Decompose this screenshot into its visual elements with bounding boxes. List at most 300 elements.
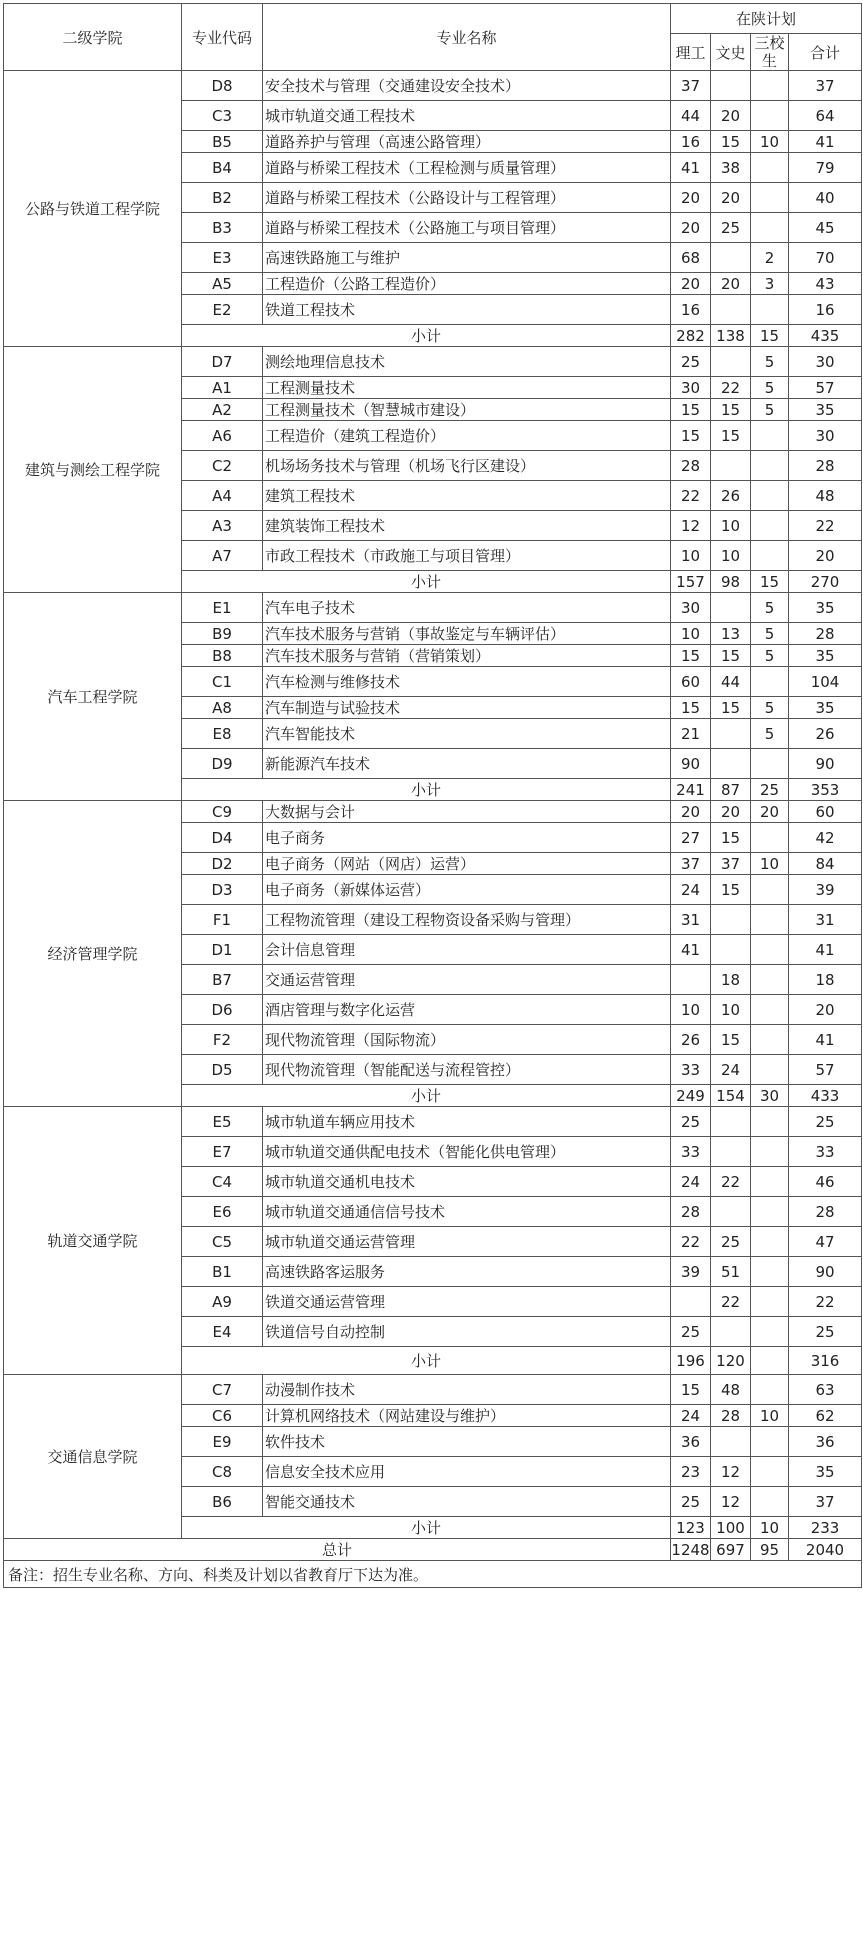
science-count: 15 <box>671 645 711 667</box>
liberal-count: 15 <box>711 399 751 421</box>
row-total: 48 <box>789 481 862 511</box>
science-count: 20 <box>671 801 711 823</box>
major-code: A4 <box>182 481 263 511</box>
science-count: 15 <box>671 421 711 451</box>
three-school-count <box>751 101 789 131</box>
three-school-count: 5 <box>751 697 789 719</box>
major-name: 汽车制造与试验技术 <box>263 697 671 719</box>
major-code: C5 <box>182 1227 263 1257</box>
subtotal-label: 小计 <box>182 571 671 593</box>
three-school-count: 10 <box>751 853 789 875</box>
row-total: 39 <box>789 875 862 905</box>
three-school-count <box>751 153 789 183</box>
major-name: 现代物流管理（智能配送与流程管控） <box>263 1055 671 1085</box>
science-count: 24 <box>671 1405 711 1427</box>
three-school-count <box>751 451 789 481</box>
liberal-count <box>711 1107 751 1137</box>
table-body <box>4 71 862 1588</box>
subtotal-total: 433 <box>789 1085 862 1107</box>
major-name: 安全技术与管理（交通建设安全技术） <box>263 71 671 101</box>
major-name: 工程测量技术 <box>263 377 671 399</box>
row-total: 45 <box>789 213 862 243</box>
major-code: A6 <box>182 421 263 451</box>
major-code: A2 <box>182 399 263 421</box>
subtotal-liberal: 154 <box>711 1085 751 1107</box>
science-count: 36 <box>671 1427 711 1457</box>
major-name: 信息安全技术应用 <box>263 1457 671 1487</box>
liberal-count: 24 <box>711 1055 751 1085</box>
three-school-count <box>751 1457 789 1487</box>
major-name: 工程造价（公路工程造价） <box>263 273 671 295</box>
liberal-count: 25 <box>711 1227 751 1257</box>
liberal-count: 15 <box>711 421 751 451</box>
row-total: 33 <box>789 1137 862 1167</box>
row-total: 37 <box>789 1487 862 1517</box>
science-count: 39 <box>671 1257 711 1287</box>
major-code: A7 <box>182 541 263 571</box>
major-code: E4 <box>182 1317 263 1347</box>
major-name: 城市轨道交通供配电技术（智能化供电管理） <box>263 1137 671 1167</box>
major-code: C6 <box>182 1405 263 1427</box>
liberal-count: 48 <box>711 1375 751 1405</box>
major-code: B2 <box>182 183 263 213</box>
major-code: E6 <box>182 1197 263 1227</box>
row-total: 28 <box>789 451 862 481</box>
row-total: 63 <box>789 1375 862 1405</box>
science-count: 28 <box>671 451 711 481</box>
three-school-count: 10 <box>751 1405 789 1427</box>
science-count: 21 <box>671 719 711 749</box>
subtotal-label: 小计 <box>182 1347 671 1375</box>
row-total: 35 <box>789 1457 862 1487</box>
science-count: 41 <box>671 153 711 183</box>
three-school-count <box>751 1137 789 1167</box>
header-row-1 <box>4 4 862 34</box>
major-name: 高速铁路客运服务 <box>263 1257 671 1287</box>
science-count: 23 <box>671 1457 711 1487</box>
science-count: 20 <box>671 183 711 213</box>
liberal-count <box>711 749 751 779</box>
science-count: 25 <box>671 1317 711 1347</box>
row-total: 30 <box>789 347 862 377</box>
major-name: 新能源汽车技术 <box>263 749 671 779</box>
row-total: 40 <box>789 183 862 213</box>
major-name: 大数据与会计 <box>263 801 671 823</box>
header-code: 专业代码 <box>182 4 263 71</box>
liberal-count: 10 <box>711 541 751 571</box>
grand-total-liberal: 697 <box>711 1539 751 1561</box>
college-name: 交通信息学院 <box>4 1375 182 1539</box>
major-code: E5 <box>182 1107 263 1137</box>
subtotal-label: 小计 <box>182 1517 671 1539</box>
row-total: 41 <box>789 1025 862 1055</box>
liberal-count <box>711 1427 751 1457</box>
liberal-count <box>711 243 751 273</box>
three-school-count: 5 <box>751 399 789 421</box>
science-count <box>671 1287 711 1317</box>
major-name: 酒店管理与数字化运营 <box>263 995 671 1025</box>
row-total: 46 <box>789 1167 862 1197</box>
major-code: A8 <box>182 697 263 719</box>
major-name: 建筑装饰工程技术 <box>263 511 671 541</box>
liberal-count: 37 <box>711 853 751 875</box>
liberal-count: 15 <box>711 875 751 905</box>
three-school-count <box>751 421 789 451</box>
header-total: 合计 <box>789 34 862 71</box>
subtotal-three-school: 15 <box>751 325 789 347</box>
row-total: 22 <box>789 511 862 541</box>
footnote: 备注：招生专业名称、方向、科类及计划以省教育厅下达为准。 <box>4 1561 862 1588</box>
liberal-count <box>711 1137 751 1167</box>
liberal-count: 51 <box>711 1257 751 1287</box>
row-total: 35 <box>789 593 862 623</box>
major-name: 铁道交通运营管理 <box>263 1287 671 1317</box>
subtotal-science: 249 <box>671 1085 711 1107</box>
row-total: 35 <box>789 697 862 719</box>
subtotal-science: 157 <box>671 571 711 593</box>
row-total: 16 <box>789 295 862 325</box>
major-code: B9 <box>182 623 263 645</box>
subtotal-total: 270 <box>789 571 862 593</box>
row-total: 62 <box>789 1405 862 1427</box>
major-code: C7 <box>182 1375 263 1405</box>
three-school-count <box>751 667 789 697</box>
college-name: 轨道交通学院 <box>4 1107 182 1375</box>
liberal-count: 12 <box>711 1457 751 1487</box>
science-count: 44 <box>671 101 711 131</box>
college-name: 公路与铁道工程学院 <box>4 71 182 347</box>
row-total: 22 <box>789 1287 862 1317</box>
three-school-count <box>751 995 789 1025</box>
major-name: 高速铁路施工与维护 <box>263 243 671 273</box>
liberal-count: 22 <box>711 377 751 399</box>
three-school-count: 5 <box>751 623 789 645</box>
subtotal-liberal: 138 <box>711 325 751 347</box>
science-count: 12 <box>671 511 711 541</box>
major-name: 工程测量技术（智慧城市建设） <box>263 399 671 421</box>
major-name: 测绘地理信息技术 <box>263 347 671 377</box>
liberal-count: 18 <box>711 965 751 995</box>
three-school-count <box>751 1375 789 1405</box>
row-total: 104 <box>789 667 862 697</box>
row-total: 26 <box>789 719 862 749</box>
three-school-count <box>751 1257 789 1287</box>
liberal-count: 10 <box>711 511 751 541</box>
major-name: 城市轨道交通运营管理 <box>263 1227 671 1257</box>
row-total: 18 <box>789 965 862 995</box>
subtotal-science: 196 <box>671 1347 711 1375</box>
science-count: 10 <box>671 995 711 1025</box>
major-name: 电子商务（网站（网店）运营） <box>263 853 671 875</box>
three-school-count <box>751 1167 789 1197</box>
row-total: 84 <box>789 853 862 875</box>
science-count <box>671 965 711 995</box>
table-row <box>4 801 862 823</box>
major-code: E8 <box>182 719 263 749</box>
major-name: 汽车技术服务与营销（事故鉴定与车辆评估） <box>263 623 671 645</box>
three-school-count <box>751 183 789 213</box>
three-school-count <box>751 1287 789 1317</box>
college-name: 经济管理学院 <box>4 801 182 1107</box>
science-count: 25 <box>671 1107 711 1137</box>
major-code: C1 <box>182 667 263 697</box>
liberal-count: 26 <box>711 481 751 511</box>
row-total: 42 <box>789 823 862 853</box>
subtotal-total: 233 <box>789 1517 862 1539</box>
major-code: B1 <box>182 1257 263 1287</box>
row-total: 57 <box>789 1055 862 1085</box>
header-major: 专业名称 <box>263 4 671 71</box>
major-name: 城市轨道交通工程技术 <box>263 101 671 131</box>
liberal-count <box>711 719 751 749</box>
liberal-count: 22 <box>711 1167 751 1197</box>
row-total: 90 <box>789 749 862 779</box>
table-row <box>4 1375 862 1405</box>
note-row <box>4 1561 862 1588</box>
major-name: 电子商务 <box>263 823 671 853</box>
header-plan-group: 在陕计划 <box>671 4 862 34</box>
science-count: 27 <box>671 823 711 853</box>
subtotal-label: 小计 <box>182 1085 671 1107</box>
major-code: D4 <box>182 823 263 853</box>
major-name: 道路与桥梁工程技术（公路设计与工程管理） <box>263 183 671 213</box>
three-school-count <box>751 965 789 995</box>
table-row <box>4 71 862 101</box>
subtotal-science: 241 <box>671 779 711 801</box>
major-name: 电子商务（新媒体运营） <box>263 875 671 905</box>
liberal-count <box>711 1317 751 1347</box>
subtotal-liberal: 120 <box>711 1347 751 1375</box>
row-total: 30 <box>789 421 862 451</box>
row-total: 79 <box>789 153 862 183</box>
science-count: 15 <box>671 399 711 421</box>
major-code: C3 <box>182 101 263 131</box>
science-count: 10 <box>671 623 711 645</box>
major-name: 铁道信号自动控制 <box>263 1317 671 1347</box>
science-count: 22 <box>671 481 711 511</box>
science-count: 24 <box>671 1167 711 1197</box>
row-total: 25 <box>789 1317 862 1347</box>
major-name: 道路与桥梁工程技术（公路施工与项目管理） <box>263 213 671 243</box>
three-school-count <box>751 71 789 101</box>
row-total: 31 <box>789 905 862 935</box>
three-school-count <box>751 1197 789 1227</box>
major-name: 道路与桥梁工程技术（工程检测与质量管理） <box>263 153 671 183</box>
liberal-count: 10 <box>711 995 751 1025</box>
three-school-count: 5 <box>751 593 789 623</box>
major-code: C2 <box>182 451 263 481</box>
liberal-count <box>711 295 751 325</box>
subtotal-three-school: 15 <box>751 571 789 593</box>
row-total: 25 <box>789 1107 862 1137</box>
liberal-count: 13 <box>711 623 751 645</box>
three-school-count: 20 <box>751 801 789 823</box>
major-name: 汽车技术服务与营销（营销策划） <box>263 645 671 667</box>
science-count: 25 <box>671 1487 711 1517</box>
liberal-count: 20 <box>711 183 751 213</box>
science-count: 24 <box>671 875 711 905</box>
major-code: B5 <box>182 131 263 153</box>
three-school-count: 2 <box>751 243 789 273</box>
subtotal-liberal: 98 <box>711 571 751 593</box>
major-code: B7 <box>182 965 263 995</box>
subtotal-label: 小计 <box>182 779 671 801</box>
major-name: 软件技术 <box>263 1427 671 1457</box>
liberal-count <box>711 71 751 101</box>
liberal-count: 44 <box>711 667 751 697</box>
major-code: D3 <box>182 875 263 905</box>
grand-total-science: 1248 <box>671 1540 710 1559</box>
table-row <box>4 1107 862 1137</box>
major-code: A3 <box>182 511 263 541</box>
science-count: 15 <box>671 1375 711 1405</box>
science-count: 20 <box>671 213 711 243</box>
subtotal-three-school: 10 <box>751 1517 789 1539</box>
major-name: 现代物流管理（国际物流） <box>263 1025 671 1055</box>
major-name: 道路养护与管理（高速公路管理） <box>263 131 671 153</box>
major-name: 城市轨道交通通信信号技术 <box>263 1197 671 1227</box>
row-total: 41 <box>789 935 862 965</box>
three-school-count <box>751 1055 789 1085</box>
three-school-count: 5 <box>751 719 789 749</box>
subtotal-total: 353 <box>789 779 862 801</box>
major-name: 市政工程技术（市政施工与项目管理） <box>263 541 671 571</box>
three-school-count: 10 <box>751 131 789 153</box>
enrollment-plan-table <box>3 3 862 1588</box>
subtotal-liberal: 87 <box>711 779 751 801</box>
major-code: C9 <box>182 801 263 823</box>
grand-total-three-school: 95 <box>751 1539 789 1561</box>
science-count: 26 <box>671 1025 711 1055</box>
major-name: 工程造价（建筑工程造价） <box>263 421 671 451</box>
major-code: F2 <box>182 1025 263 1055</box>
major-code: E2 <box>182 295 263 325</box>
liberal-count: 15 <box>711 697 751 719</box>
major-name: 动漫制作技术 <box>263 1375 671 1405</box>
row-total: 43 <box>789 273 862 295</box>
three-school-count <box>751 749 789 779</box>
row-total: 60 <box>789 801 862 823</box>
subtotal-label: 小计 <box>182 325 671 347</box>
row-total: 47 <box>789 1227 862 1257</box>
three-school-count <box>751 511 789 541</box>
row-total: 28 <box>789 623 862 645</box>
science-count: 90 <box>671 749 711 779</box>
major-name: 城市轨道交通机电技术 <box>263 1167 671 1197</box>
college-name: 汽车工程学院 <box>4 593 182 801</box>
row-total: 28 <box>789 1197 862 1227</box>
major-code: D1 <box>182 935 263 965</box>
major-code: D7 <box>182 347 263 377</box>
liberal-count: 15 <box>711 645 751 667</box>
liberal-count: 22 <box>711 1287 751 1317</box>
science-count: 37 <box>671 71 711 101</box>
row-total: 57 <box>789 377 862 399</box>
row-total: 70 <box>789 243 862 273</box>
liberal-count <box>711 905 751 935</box>
liberal-count: 38 <box>711 153 751 183</box>
science-count: 37 <box>671 853 711 875</box>
liberal-count: 15 <box>711 131 751 153</box>
science-count: 30 <box>671 593 711 623</box>
three-school-count: 5 <box>751 377 789 399</box>
science-count: 30 <box>671 377 711 399</box>
major-code: F1 <box>182 905 263 935</box>
major-code: D9 <box>182 749 263 779</box>
science-count: 60 <box>671 667 711 697</box>
three-school-count <box>751 295 789 325</box>
subtotal-three-school <box>751 1347 789 1375</box>
major-code: C4 <box>182 1167 263 1197</box>
major-code: A5 <box>182 273 263 295</box>
science-count: 33 <box>671 1137 711 1167</box>
major-name: 会计信息管理 <box>263 935 671 965</box>
major-code: D8 <box>182 71 263 101</box>
science-count: 33 <box>671 1055 711 1085</box>
row-total: 35 <box>789 645 862 667</box>
liberal-count: 15 <box>711 823 751 853</box>
major-code: B3 <box>182 213 263 243</box>
college-name: 建筑与测绘工程学院 <box>4 347 182 593</box>
science-count: 22 <box>671 1227 711 1257</box>
three-school-count <box>751 1227 789 1257</box>
three-school-count <box>751 1107 789 1137</box>
liberal-count: 28 <box>711 1405 751 1427</box>
major-code: E7 <box>182 1137 263 1167</box>
major-name: 汽车智能技术 <box>263 719 671 749</box>
major-code: D6 <box>182 995 263 1025</box>
three-school-count <box>751 481 789 511</box>
major-name: 汽车电子技术 <box>263 593 671 623</box>
major-code: B4 <box>182 153 263 183</box>
three-school-count <box>751 213 789 243</box>
major-code: A1 <box>182 377 263 399</box>
header-liberal: 文史 <box>711 34 751 71</box>
major-code: D2 <box>182 853 263 875</box>
science-count: 41 <box>671 935 711 965</box>
science-count: 15 <box>671 697 711 719</box>
liberal-count: 20 <box>711 101 751 131</box>
major-name: 铁道工程技术 <box>263 295 671 325</box>
liberal-count: 25 <box>711 213 751 243</box>
major-name: 城市轨道车辆应用技术 <box>263 1107 671 1137</box>
liberal-count <box>711 1197 751 1227</box>
science-count: 25 <box>671 347 711 377</box>
major-code: C8 <box>182 1457 263 1487</box>
science-count: 28 <box>671 1197 711 1227</box>
science-count: 10 <box>671 541 711 571</box>
row-total: 64 <box>789 101 862 131</box>
row-total: 41 <box>789 131 862 153</box>
liberal-count <box>711 593 751 623</box>
liberal-count: 20 <box>711 273 751 295</box>
major-name: 计算机网络技术（网站建设与维护） <box>263 1405 671 1427</box>
major-name: 汽车检测与维修技术 <box>263 667 671 697</box>
three-school-count <box>751 875 789 905</box>
science-count: 16 <box>671 295 711 325</box>
three-school-count <box>751 541 789 571</box>
science-count: 68 <box>671 243 711 273</box>
three-school-count <box>751 1427 789 1457</box>
three-school-count: 3 <box>751 273 789 295</box>
major-code: B8 <box>182 645 263 667</box>
three-school-count <box>751 935 789 965</box>
subtotal-three-school: 25 <box>751 779 789 801</box>
major-name: 交通运营管理 <box>263 965 671 995</box>
row-total: 20 <box>789 541 862 571</box>
grand-total-sum: 2040 <box>789 1539 862 1561</box>
three-school-count <box>751 905 789 935</box>
